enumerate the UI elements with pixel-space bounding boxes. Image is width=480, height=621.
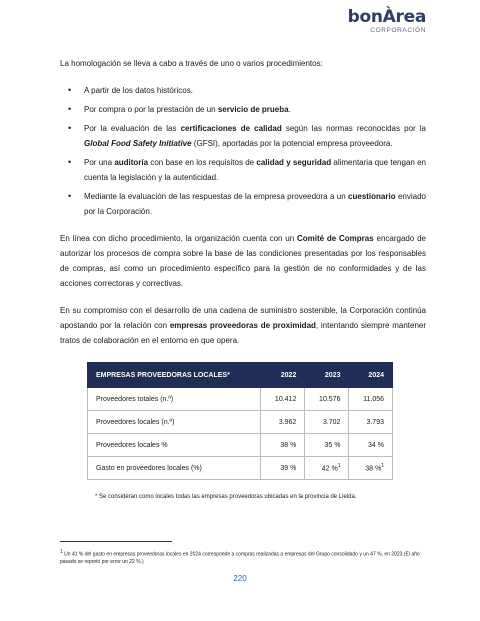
bold-term: certificaciones de calidad xyxy=(180,124,282,133)
paragraph-proximity xyxy=(60,303,426,348)
list-item-text: Por compra o por la prestación de un xyxy=(84,105,218,114)
list-item-text: Por una xyxy=(84,158,115,167)
paragraph-text: En línea con dicho procedimiento, la organización cuenta con un xyxy=(60,234,297,243)
table-row xyxy=(88,457,393,480)
list-item-text: según las normas reconocidas por la xyxy=(281,124,427,133)
table-header-cell: EMPRESAS PROVEEDORAS LOCALES* xyxy=(88,363,261,388)
table-header-cell: 2023 xyxy=(305,363,349,388)
footnote-marker: 1 xyxy=(337,463,341,470)
table-header-cell: 2024 xyxy=(349,363,393,388)
bold-term: empresas proveedoras de proximidad xyxy=(169,321,316,330)
bold-term: Comité de Compras xyxy=(296,234,374,243)
page-content xyxy=(60,56,426,505)
paragraph-text: , intentando siempre mantener tratos de colaboración en el entorno en que opera. xyxy=(60,321,427,345)
paragraph-committee xyxy=(60,231,426,291)
table-cell: 39 % xyxy=(261,457,305,480)
table-cell: Proveedores locales % xyxy=(88,434,261,457)
list-item xyxy=(60,83,426,98)
table-row xyxy=(88,434,393,457)
table-cell: 38 % xyxy=(261,434,305,457)
list-item-text: con base en los requisitos de xyxy=(148,158,257,167)
footnote-divider xyxy=(60,541,172,542)
table-cell xyxy=(305,457,349,480)
table-cell: 3.702 xyxy=(305,411,349,434)
list-item xyxy=(60,121,426,151)
italic-term: Global Food Safety Initiative xyxy=(84,139,192,148)
paragraph-text: En su compromiso con el desarrollo de una cadena de suministro sostenible, la Corporación continúa apostando por la relación con xyxy=(60,306,426,330)
table-cell: 11.056 xyxy=(349,388,393,411)
list-item-text: Mediante la evaluación de las respuestas de la empresa proveedora a un xyxy=(84,192,349,201)
table-cell: Gasto en proveedores locales (%) xyxy=(88,457,261,480)
table-header-row xyxy=(88,363,393,388)
logo-wordmark-part-b: Àrea xyxy=(382,7,426,27)
table-cell: Proveedores locales (n.º) xyxy=(88,411,261,434)
table-row xyxy=(88,388,393,411)
footnote-marker: 1 xyxy=(60,549,63,555)
cell-value: 42 % xyxy=(321,465,338,473)
procedure-list xyxy=(60,83,426,219)
table-header-cell: 2022 xyxy=(261,363,305,388)
table-cell: 34 % xyxy=(349,434,393,457)
table-cell: 3.793 xyxy=(349,411,393,434)
cell-value: 38 % xyxy=(365,465,382,473)
bold-term: calidad y seguridad xyxy=(256,158,332,167)
intro-text: La homologación se lleva a cabo a través de uno o varios procedimientos: xyxy=(60,59,323,68)
list-item-text: Por la evaluación de las xyxy=(84,124,181,133)
list-item xyxy=(60,102,426,117)
list-item xyxy=(60,155,426,185)
list-item-text: . xyxy=(288,105,291,114)
paragraph-text: encargado de autorizar los procesos de compra sobre la base de las condiciones presentadas por los responsables de compras, así como un procedimiento específico para la gestión de no conformidades y de las acciones correctoras y correctivas. xyxy=(60,234,426,288)
footnote xyxy=(60,549,430,566)
list-item xyxy=(60,189,426,219)
list-item-text: enviado por la Corporación. xyxy=(84,192,426,216)
table-cell: 10.576 xyxy=(305,388,349,411)
bold-term: servicio de prueba xyxy=(217,105,289,114)
bold-term: auditoría xyxy=(114,158,149,167)
footnote-text: Un 41 % del gasto en empresas proveedoras locales en 2024 corresponde a compras realizadas a empresas del Grupo consolidado y un 47 %, en 2023.(El año pasado se reportó por error un 22 %.) xyxy=(60,551,420,565)
table-cell: Proveedores totales (n.º) xyxy=(88,388,261,411)
local-suppliers-table xyxy=(87,362,393,480)
page-number: 220 xyxy=(233,574,247,583)
table-cell: 3.962 xyxy=(261,411,305,434)
table-cell: 35 % xyxy=(305,434,349,457)
footnote-marker: 1 xyxy=(381,463,384,470)
logo-wordmark-part-a: bon xyxy=(347,7,383,27)
brand-logo xyxy=(348,8,426,34)
list-item-text: (GFSI), aportadas por la potencial empresa proveedora. xyxy=(191,139,393,148)
table-cell xyxy=(349,457,393,480)
table-note: * Se consideran como locales todas las empresas proveedoras ubicadas en la provincia de Lleida. xyxy=(95,494,357,500)
table-row xyxy=(88,411,393,434)
bold-term: cuestionario xyxy=(348,192,396,201)
table-cell: 10.412 xyxy=(261,388,305,411)
logo-subtitle: CORPORACIÓN xyxy=(370,27,426,34)
logo-wordmark xyxy=(348,8,426,26)
list-item-text: alimentaria que tengan en cuenta la legislación y la autenticidad. xyxy=(84,158,426,182)
list-item-text: A partir de los datos históricos. xyxy=(84,86,193,95)
